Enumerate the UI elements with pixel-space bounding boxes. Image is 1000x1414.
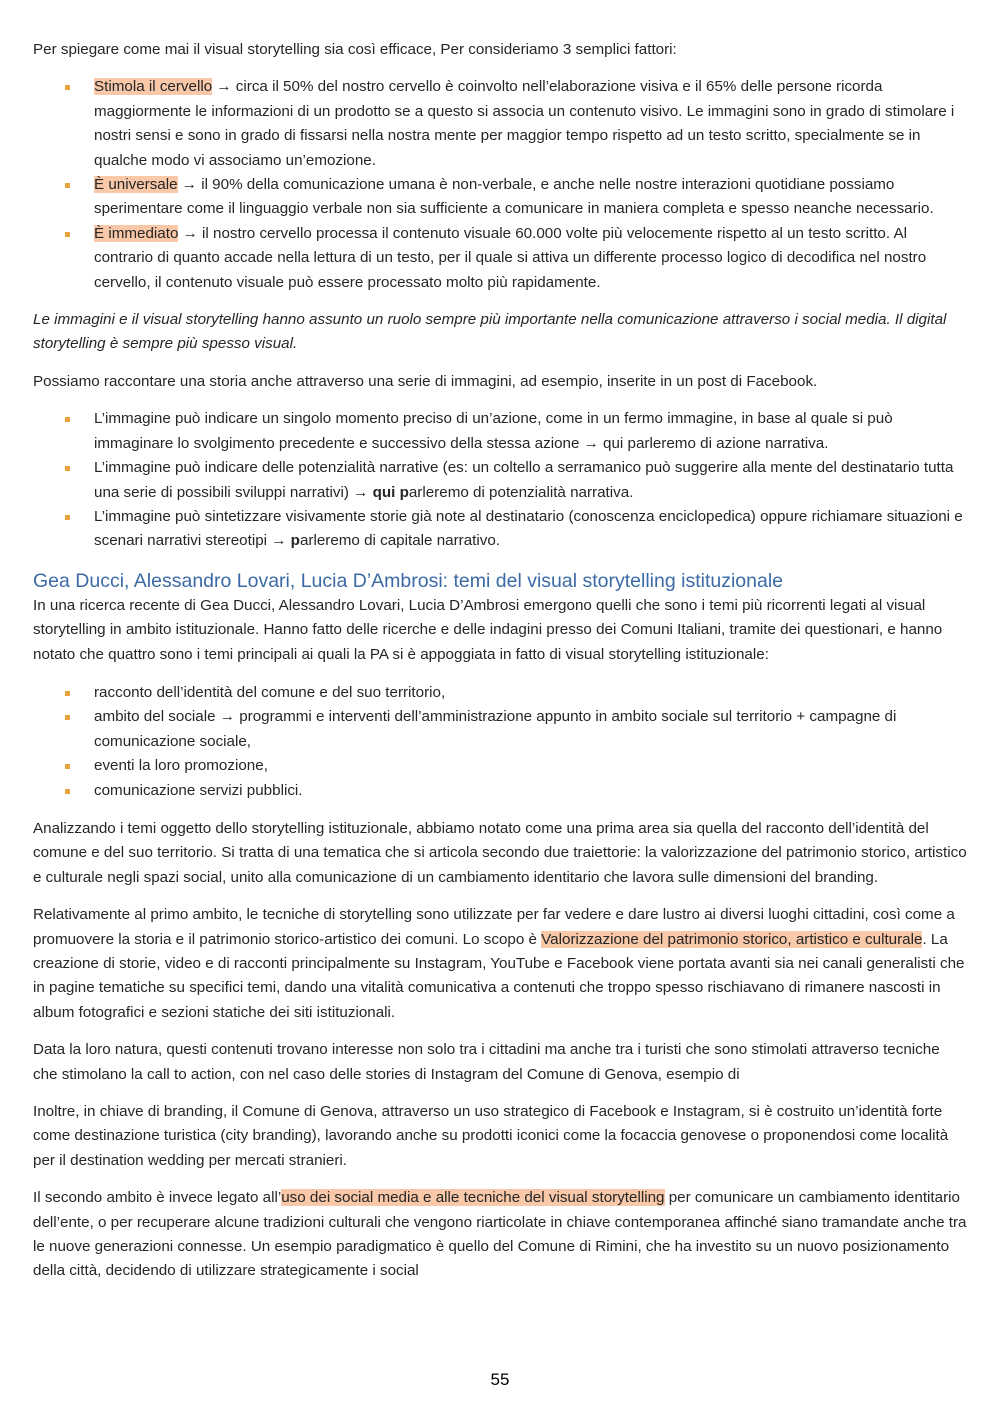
list-item: racconto dell’identità del comune e del suo territorio,: [94, 681, 968, 705]
list-item: comunicazione servizi pubblici.: [94, 779, 968, 803]
highlighted-term: È immediato: [94, 224, 179, 242]
list-item: [94, 75, 968, 173]
branding-paragraph: Inoltre, in chiave di branding, il Comune di Genova, attraverso un uso strategico di Facebook e Instagram, si è costruito un’identità forte come destinazione turistica (city branding), lavorando anche su prodotti iconici come la focaccia genovese o proponendosi come località per il destination wedding per mercati stranieri.: [33, 1103, 949, 1169]
analysis-paragraph: Analizzando i temi oggetto dello storytelling istituzionale, abbiamo notato come una prima area sia quella del racconto dell’identità del comune e del suo territorio. Si tratta di una tematica che si articola secondo due traiettorie: la valorizzazione del patrimonio storico, artistico e culturale negli spazi social, unito alla comunicazione di un cambiamento identitario che lavora sulle dimensioni del branding.: [33, 819, 967, 886]
list-item: [94, 173, 968, 222]
list-item-text: arleremo di capitale narrativo.: [299, 532, 501, 550]
highlighted-text: uso dei social media e alle tecniche del visual storytelling: [281, 1189, 665, 1207]
list-item: [94, 222, 968, 295]
italic-paragraph: Le immagini e il visual storytelling hanno assunto un ruolo sempre più importante nella comunicazione attraverso i social media. Il digital storytelling è sempre più spesso visual.: [33, 311, 947, 353]
paragraph-text: Il secondo ambito è invece legato all’: [33, 1189, 282, 1207]
first-area-paragraph: [33, 903, 968, 1025]
research-paragraph: In una ricerca recente di Gea Ducci, Alessandro Lovari, Lucia D’Ambrosi emergono quelli che sono i temi più ricorrenti legati al visual storytelling in ambito istituzionale. Hanno fatto delle ricerche e delle indagini presso dei Comuni Italiani, tramite dei questionari, e hanno notato che quattro sono i temi principali ai quali la PA si è appoggiata in fatto di visual storytelling istituzionale:: [33, 596, 943, 663]
list-item-text: L’immagine può sintetizzare visivamente storie già note al destinatario (conoscenza enciclopedica) oppure richiamare situazioni e scenari narrativi stereotipi →: [94, 507, 963, 550]
nature-paragraph: Data la loro natura, questi contenuti trovano interesse non solo tra i cittadini ma anche tra i turisti che sono stimolati attraverso tecniche che stimolano la call to action, con nel caso delle stories di Instagram del Comune di Genova, esempio di: [33, 1041, 940, 1083]
highlighted-text: Valorizzazione del patrimonio storico, artistico e culturale: [541, 930, 923, 948]
highlighted-term: È universale: [94, 176, 178, 194]
themes-list: [33, 681, 968, 803]
list-item-text: → il 90% della comunicazione umana è non-verbale, e anche nelle nostre interazioni quotidiane possiamo sperimentare come il linguaggio verbale non sia sufficiente a comunicare in maniera completa e spesso neanche necessario.: [94, 176, 934, 218]
document-page: [33, 38, 968, 1297]
list-item: ambito del sociale → programmi e interventi dell’amministrazione appunto in ambito sociale sul territorio + campagne di comunicazione sociale,: [94, 705, 968, 754]
list-item-text: → circa il 50% del nostro cervello è coinvolto nell’elaborazione visiva e il 65% delle persone ricorda maggiormente le informazioni di un prodotto se a questo si associa un contenuto visivo. Le immagini sono in grado di stimolare i nostri sensi e sono in grado di fissarsi nella nostra mente per maggior tempo rispetto ad un testo scritto, specialmente se in qualche modo vi associamo un’emozione.: [94, 78, 955, 169]
series-intro-paragraph: Possiamo raccontare una storia anche attraverso una serie di immagini, ad esempio, inserite in un post di Facebook.: [33, 372, 818, 390]
paragraph-text: Relativamente al primo ambito, le tecniche di storytelling sono utilizzate per far vedere e dare lustro ai diversi luoghi cittadini, così come a promuovere la storia e il patrimonio storico-artistico dei comuni. Lo scopo è: [33, 906, 955, 948]
bold-text: qui: [372, 483, 396, 501]
list-item: eventi la loro promozione,: [94, 754, 968, 778]
paragraph-text: per comunicare un cambiamento identitario dell’ente, o per recuperare alcune tradizioni culturali che vengono riarticolate in chiave contemporanea affinché siano tramandate anche tra le nuove generazioni connesse. Un esempio paradigmatico è quello del Comune di Rimini, che ha investito su un nuovo posizionamento della città, decidendo di utilizzare strategicamente i social: [33, 1189, 967, 1280]
paragraph-text: . La creazione di storie, video e di racconti principalmente su Instagram, YouTube e Facebook viene portata avanti sia nei canali generalisti che in pagine tematiche su specifici temi, dando una vitalità comunicativa a contenuti che troppo spesso rischiavano di rimanere nascosti in album fotografici e sezioni statiche dei siti istituzionali.: [33, 930, 965, 1021]
list-item: [94, 407, 968, 456]
narrative-list: [33, 407, 968, 553]
highlighted-term: Stimola il cervello: [94, 78, 213, 96]
list-item: [94, 505, 968, 554]
bold-text: p: [290, 532, 300, 550]
list-item-text: arleremo di potenzialità narrativa.: [408, 483, 634, 501]
list-item-text: L’immagine può indicare delle potenzialità narrative (es: un coltello a serramanico può suggerire alla mente del destinatario tutta una serie di possibili sviluppi narrativi) →: [94, 459, 954, 501]
factors-list: [33, 75, 968, 295]
list-item-text: → il nostro cervello processa il contenuto visuale 60.000 volte più velocemente rispetto al un testo scritto. Al contrario di quanto accade nella lettura di un testo, per il quale si attiva un differente processo logico di decodifica nel nostro cervello, il contenuto visuale può essere processato molto più rapidamente.: [94, 224, 927, 291]
second-area-paragraph: [33, 1186, 968, 1284]
list-item: [94, 456, 968, 505]
list-item-text: L’immagine può indicare un singolo momento preciso di un’azione, come in un fermo immagine, in base al quale si può immaginare lo svolgimento precedente e successivo della stessa azione → qui parleremo di azione narrativa.: [94, 410, 893, 452]
page-number: 55: [490, 1370, 510, 1389]
intro-paragraph: Per spiegare come mai il visual storytelling sia così efficace, Per consideriamo 3 semplici fattori:: [33, 41, 677, 58]
bold-text: p: [399, 483, 409, 501]
section-heading: Gea Ducci, Alessandro Lovari, Lucia D’Ambrosi: temi del visual storytelling istituzionale: [33, 569, 783, 592]
